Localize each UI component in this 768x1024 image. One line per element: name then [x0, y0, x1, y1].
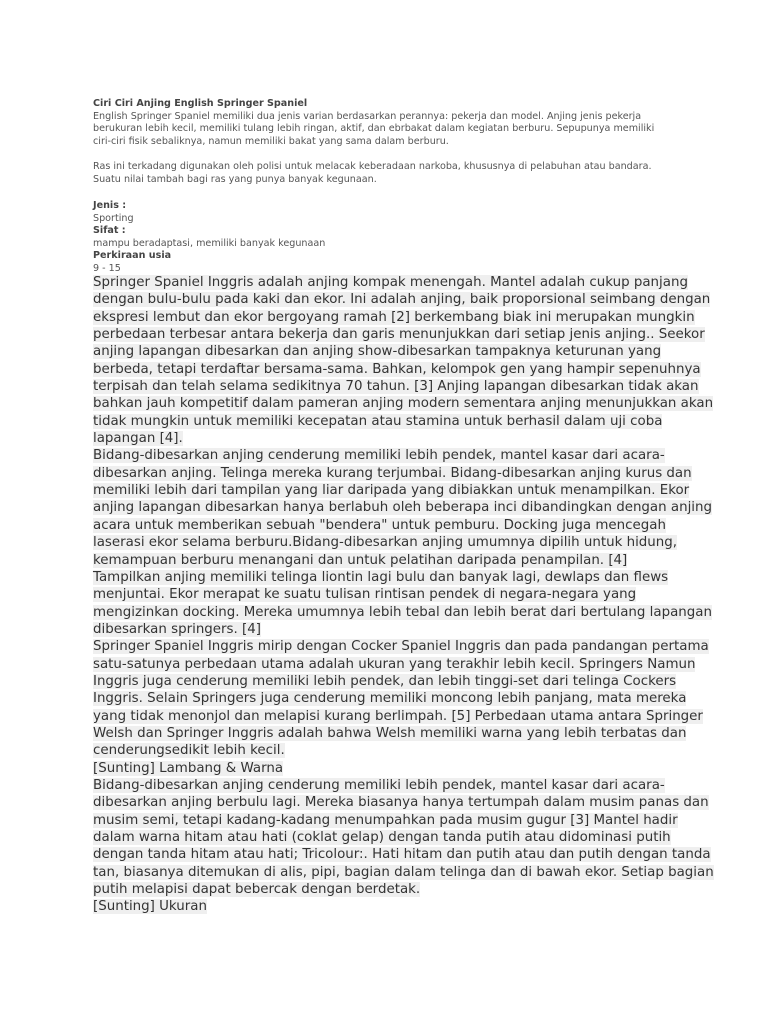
body-line-text: memiliki lebih dari tampilan yang liar daripada yang dibiakkan untuk menampilkan. Ekor [93, 483, 690, 499]
body-line [93, 343, 683, 360]
body-line-text: Inggris juga cenderung memiliki lebih pendek, dan lebih tinggi-set dari telinga Cockers [93, 673, 677, 689]
body-line [93, 395, 714, 412]
body-line-text: dalam warna hitam atau hati (coklat gelap) dengan tanda putih atau didominasi putih [93, 830, 671, 845]
body-line [93, 760, 683, 777]
body-line [93, 361, 701, 378]
body-line-text: mengizinkan docking. Mereka umumnya lebih tebal dan lebih berat dari bertulang lapangan [93, 604, 712, 620]
body-line-text: yang tidak menonjol dan melapisi kurang berlimpah. [5] Perbedaan utama antara Springer [93, 708, 703, 724]
body-line [93, 309, 695, 326]
body-line [93, 898, 683, 915]
body-line-text: Tampilkan anjing memiliki telinga liontin lagi bulu dan banyak lagi, dewlaps dan flews [93, 569, 669, 585]
intro-line: ciri-ciri fisik sebaliknya, namun memiliki bakat yang sama dalam berburu. [93, 135, 449, 147]
body-line-text: bahkan jauh kompetitif dalam pameran anjing modern sementara anjing menunjukkan akan [93, 396, 714, 412]
body-line-text: Welsh dan Springer Inggris adalah bahwa Welsh memiliki warna yang lebih terbatas dan [93, 725, 687, 741]
body-line [93, 812, 683, 829]
body-line-text: Springer Spaniel Inggris mirip dengan Cocker Spaniel Inggris dan pada pandangan pertama [93, 639, 709, 655]
body-line [93, 725, 687, 742]
body-line-text: perbedaan terbesar antara bekerja dan garis menunjukkan dari setiap jenis anjing.. Seekor [93, 327, 705, 343]
body-line-text: dibesarkan anjing. Telinga mereka kurang terjumbai. Bidang-dibesarkan anjing kurus dan [93, 465, 692, 481]
body-line [93, 881, 683, 898]
sifat-label: Sifat : [93, 225, 126, 237]
body-line [93, 794, 709, 811]
body-line [93, 430, 683, 447]
body-line-text: Inggris. Selain Springers juga cenderung memiliki moncong lebih panjang, mata mereka [93, 691, 687, 707]
breed-info [93, 200, 593, 276]
body-line [93, 604, 712, 621]
body-line-text: [Sunting] Lambang & Warna [93, 760, 284, 776]
intro-line: English Springer Spaniel memiliki dua jenis varian berdasarkan perannya: pekerja dan model. Anjing jenis pekerja [93, 110, 642, 122]
body-line [93, 829, 683, 846]
intro-section [93, 98, 673, 199]
body-line-text: lapangan [4]. [93, 431, 183, 447]
body-line [93, 447, 683, 464]
body-line [93, 864, 714, 881]
body-line [93, 465, 692, 482]
intro-line: Ras ini terkadang digunakan oleh polisi untuk melacak keberadaan narkoba, khususnya di pelabuhan atau bandara. [93, 160, 652, 172]
body-text [93, 274, 714, 916]
body-line [93, 621, 683, 638]
body-line-text: anjing lapangan dibesarkan dan anjing show-dibesarkan tampaknya keturunan yang [93, 344, 662, 360]
body-line [93, 638, 709, 655]
intro-line: Suatu nilai tambah bagi ras yang punya banyak kegunaan. [93, 173, 377, 185]
body-line-text: kemampuan berburu menangani dan untuk pelatihan daripada penampilan. [4] [93, 552, 628, 568]
body-line [93, 378, 699, 395]
body-line [93, 673, 683, 690]
body-line-text: cenderungsedikit lebih kecil. [93, 743, 285, 759]
intro-paragraph-1 [93, 111, 673, 149]
body-line-text: berbeda, tetapi terdaftar bersama-sama. Bahkan, kelompok gen yang hampir sepenuhnya [93, 361, 701, 377]
body-line-text: dengan tanda hitam atau hati; Tricolour:. Hati hitam dan putih atau dan putih dengan tanda [93, 847, 711, 863]
jenis-label: Jenis : [93, 200, 127, 211]
body-line [93, 708, 703, 725]
usia-label: Perkiraan usia [93, 250, 172, 262]
body-line [93, 586, 683, 603]
body-line-text: menjuntai. Ekor merapat ke suatu tulisan rintisan pendek di negara-negara yang [93, 587, 637, 603]
body-line-text: laserasi ekor selama berburu.Bidang-dibesarkan anjing umumnya dipilih untuk hidung, [93, 535, 678, 551]
intro-line: berukuran lebih kecil, memiliki tulang lebih ringan, aktif, dan ebrbakat dalam kegiatan berburu. Sepupunya memiliki [93, 123, 655, 135]
body-line [93, 656, 696, 673]
body-line [93, 291, 711, 308]
body-line [93, 690, 687, 707]
body-line [93, 274, 688, 291]
body-line-text: tidak mungkin untuk memiliki kecepatan atau stamina untuk berhasil dalam uji coba [93, 413, 663, 429]
body-line [93, 499, 712, 516]
sifat-value: mampu beradaptasi, memiliki banyak kegunaan [93, 237, 326, 249]
body-line [93, 517, 683, 534]
body-line [93, 413, 683, 430]
body-line [93, 326, 705, 343]
body-line [93, 846, 711, 863]
article-title: Ciri Ciri Anjing English Springer Spaniel [93, 98, 308, 109]
body-line [93, 742, 683, 759]
body-line-text: Bidang-dibesarkan anjing cenderung memiliki lebih pendek, mantel kasar dari acara- [93, 448, 665, 464]
body-line-text: ekspresi lembut dan ekor bergoyang ramah [2] berkembang biak ini merupakan mungkin [93, 309, 695, 325]
body-line [93, 777, 683, 794]
body-line-text: dengan bulu-bulu pada kaki dan ekor. Ini adalah anjing, baik proporsional seimbang dengan [93, 292, 711, 308]
body-line-text: Springer Spaniel Inggris adalah anjing kompak menengah. Mantel adalah cukup panjang [93, 275, 688, 290]
body-line [93, 534, 683, 551]
body-line-text: terpisah dan telah selama sedikitnya 70 tahun. [3] Anjing lapangan dibesarkan tidak akan [93, 379, 699, 395]
body-line-text: satu-satunya perbedaan utama adalah ukuran yang terakhir lebih kecil. Springers Namun [93, 656, 696, 672]
body-line-text: dibesarkan springers. [4] [93, 621, 262, 637]
body-line [93, 482, 690, 499]
body-line-text: tan, biasanya ditemukan di alis, pipi, bagian dalam telinga dan di bawah ekor. Setiap bagian [93, 864, 714, 880]
usia-value: 9 - 15 [93, 262, 121, 274]
body-line-text: [Sunting] Ukuran [93, 899, 207, 915]
intro-paragraph-2 [93, 161, 673, 186]
body-line-text: musim semi, tetapi kadang-kadang menumpahkan pada musim gugur [3] Mantel hadir [93, 812, 678, 828]
body-line [93, 552, 683, 569]
jenis-value: Sporting [93, 212, 134, 224]
body-line-text: anjing lapangan dibesarkan hanya berlabuh oleh beberapa inci dibandingkan dengan anjing [93, 500, 712, 516]
body-line-text: dibesarkan anjing berbulu lagi. Mereka biasanya hanya tertumpah dalam musim panas dan [93, 795, 709, 811]
body-line-text: putih melapisi dapat bebercak dengan berdetak. [93, 882, 421, 898]
body-line [93, 569, 683, 586]
body-line-text: Bidang-dibesarkan anjing cenderung memiliki lebih pendek, mantel kasar dari acara- [93, 777, 665, 793]
body-line-text: acara untuk memberikan sebuah "bendera" untuk pemburu. Docking juga mencegah [93, 517, 666, 533]
